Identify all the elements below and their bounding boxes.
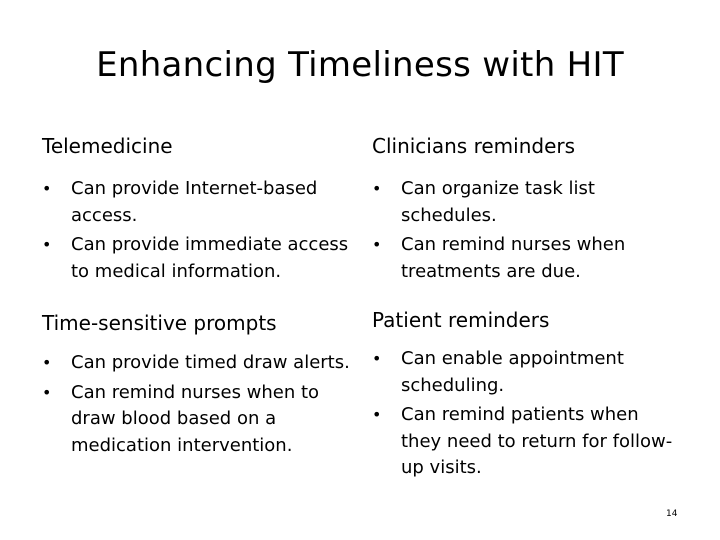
bullet-list: [42, 350, 352, 459]
page-number: 14: [666, 509, 678, 519]
list-item: • Can remind nurses when to draw blood based on a medication intervention.: [42, 381, 320, 456]
list-item: • Can remind nurses when treatments are due.: [372, 234, 626, 282]
bullet-icon: •: [372, 349, 382, 368]
list-item: • Can provide immediate access to medical information.: [42, 234, 349, 282]
bullet-list: [372, 176, 672, 285]
bullet-icon: •: [372, 405, 382, 424]
bullet-icon: •: [42, 179, 52, 198]
list-item: • Can organize task list schedules.: [372, 178, 595, 226]
bullet-icon: •: [372, 179, 382, 198]
bullet-icon: •: [42, 382, 52, 402]
list-item: • Can remind patients when they need to return for follow-up visits.: [372, 404, 673, 478]
section-heading: Time-sensitive prompts: [42, 311, 277, 335]
list-item: • Can provide Internet-based access.: [42, 178, 318, 226]
list-item: • Can provide timed draw alerts.: [42, 350, 352, 377]
list-item: • Can enable appointment scheduling.: [372, 348, 624, 396]
bullet-list: [42, 176, 352, 285]
bullet-list: [372, 346, 677, 482]
slide-title: Enhancing Timeliness with HIT: [96, 45, 624, 85]
bullet-icon: •: [372, 235, 382, 254]
section-heading: Telemedicine: [42, 134, 173, 158]
bullet-icon: •: [42, 235, 52, 254]
section-heading: Clinicians reminders: [372, 134, 576, 158]
section-time-sensitive-prompts: [42, 311, 352, 459]
section-clinicians-reminders: [372, 134, 672, 285]
section-telemedicine: [42, 134, 352, 285]
section-patient-reminders: [372, 308, 677, 482]
section-heading: Patient reminders: [372, 308, 550, 332]
bullet-icon: •: [42, 353, 52, 372]
